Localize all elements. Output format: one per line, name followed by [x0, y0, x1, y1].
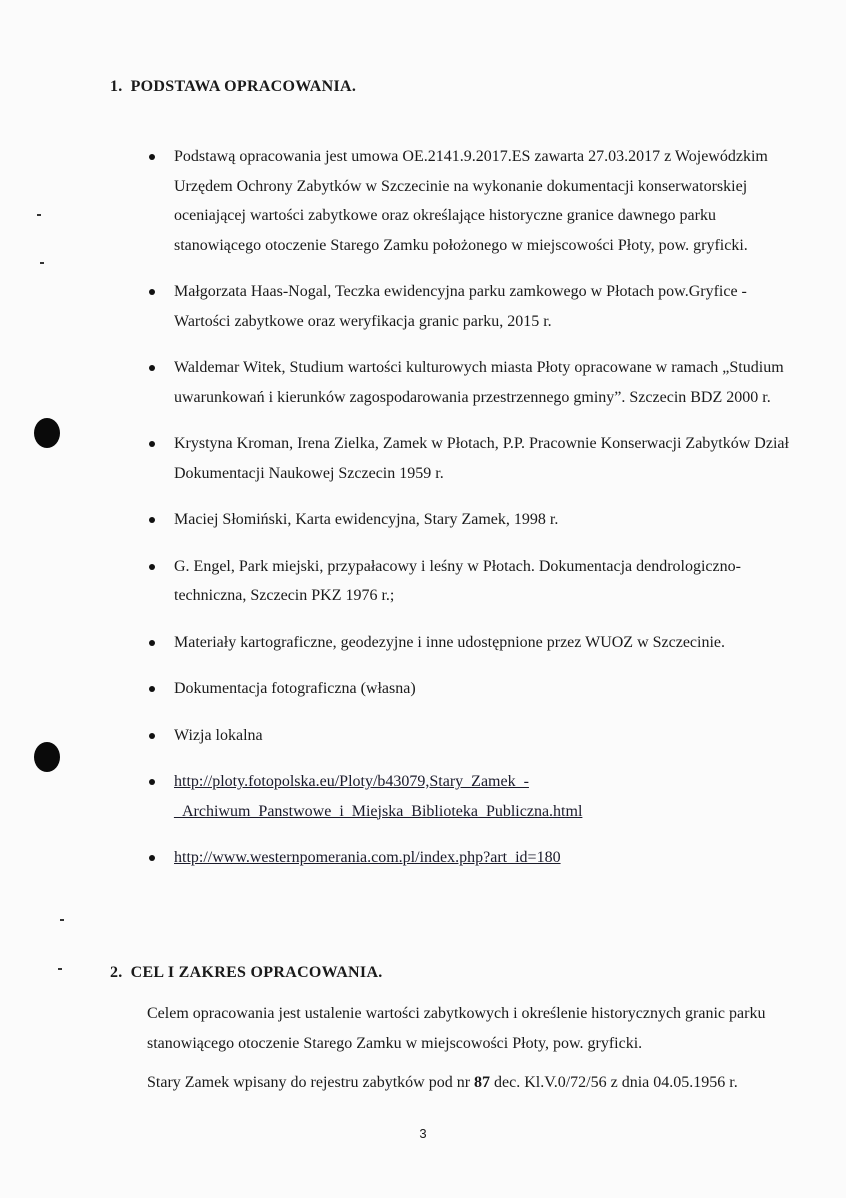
- list-item-text: Waldemar Witek, Studium wartości kulturowych miasta Płoty opracowane w ramach „Studium uwarunkowań i kierunków zagospodarowania przestrzennego gminy”. Szczecin BDZ 2000 r.: [174, 359, 784, 406]
- section-1-title: PODSTAWA OPRACOWANIA.: [130, 78, 357, 95]
- section-2-paragraph-2: [147, 1068, 807, 1098]
- punch-hole-bottom: [34, 742, 60, 772]
- scan-speck: [60, 919, 64, 921]
- page-number: 3: [419, 1126, 427, 1141]
- paragraph-text: Stary Zamek wpisany do rejestru zabytków pod nr: [147, 1074, 475, 1091]
- list-item: [147, 674, 807, 704]
- list-item-text: Podstawą opracowania jest umowa OE.2141.9.2017.ES zawarta 27.03.2017 z Wojewódzkim Urzędem Ochrony Zabytków w Szczecinie na wykonanie dokumentacji konserwatorskiej oceniającej wartości zabytkowe oraz określające historyczne granice dawnego parku stanowiącego otoczenie Starego Zamku położonego w miejscowości Płoty, pow. gryficki.: [174, 148, 768, 254]
- list-item: [147, 277, 807, 336]
- scan-speck: [40, 262, 44, 264]
- section-2-paragraph-1: Celem opracowania jest ustalenie wartości zabytkowych i określenie historycznych granic parku stanowiącego otoczenie Starego Zamku w miejscowości Płoty, pow. gryficki.: [147, 1005, 766, 1052]
- list-item: [147, 552, 807, 611]
- list-item: [147, 628, 807, 658]
- westernpomerania-link[interactable]: [174, 849, 561, 866]
- bullet-icon: [149, 855, 155, 861]
- list-item: [147, 505, 807, 535]
- bullet-icon: [149, 517, 155, 523]
- list-item-text: Małgorzata Haas-Nogal, Teczka ewidencyjna parku zamkowego w Płotach pow.Gryfice - Wartości zabytkowe oraz weryfikacja granic parku, 2015 r.: [174, 283, 747, 330]
- bullet-icon: [149, 640, 155, 646]
- section-1-heading: [110, 78, 356, 96]
- scan-speck: [58, 968, 62, 970]
- list-item: [147, 142, 807, 260]
- section-2-title: CEL I ZAKRES OPRACOWANIA.: [130, 964, 383, 981]
- register-number: 87: [474, 1074, 491, 1091]
- list-item: [147, 721, 807, 751]
- list-item-text: Materiały kartograficzne, geodezyjne i inne udostępnione przez WUOZ w Szczecinie.: [174, 633, 726, 651]
- bullet-icon: [149, 564, 155, 570]
- bullet-icon: [149, 289, 155, 295]
- section-2-heading: [110, 964, 383, 982]
- bullet-icon: [149, 686, 155, 692]
- section-2-number: 2.: [110, 964, 123, 981]
- list-item-text: Maciej Słomiński, Karta ewidencyjna, Stary Zamek, 1998 r.: [174, 511, 559, 528]
- bullet-icon: [149, 154, 155, 160]
- punch-hole-top: [34, 418, 60, 448]
- bullet-icon: [149, 365, 155, 371]
- fotopolska-link[interactable]: [174, 767, 807, 826]
- bullet-icon: [149, 733, 155, 739]
- list-item-text: G. Engel, Park miejski, przypałacowy i leśny w Płotach. Dokumentacja dendrologiczno-techniczna, Szczecin PKZ 1976 r.;: [174, 557, 741, 604]
- list-item: [147, 353, 807, 412]
- link-text: http://www.westernpomerania.com.pl/index.php?art_id=180: [174, 849, 561, 866]
- bullet-icon: [149, 779, 155, 785]
- paragraph-text: dec. Kl.V.0/72/56 z dnia 04.05.1956 r.: [490, 1074, 738, 1091]
- bullet-icon: [149, 441, 155, 447]
- list-item: [147, 429, 807, 488]
- list-item-text: Krystyna Kroman, Irena Zielka, Zamek w Płotach, P.P. Pracownie Konserwacji Zabytków Dział Dokumentacji Naukowej Szczecin 1959 r.: [174, 435, 789, 482]
- link-line-2: _Archiwum_Panstwowe_i_Miejska_Biblioteka_Publiczna.html: [174, 802, 583, 820]
- list-item-text: Dokumentacja fotograficzna (własna): [174, 680, 416, 697]
- list-item-text: Wizja lokalna: [174, 726, 263, 744]
- scan-speck: [37, 214, 41, 216]
- link-line-1: http://ploty.fotopolska.eu/Ploty/b43079,Stary_Zamek_-: [174, 773, 529, 790]
- section-1-number: 1.: [110, 78, 123, 95]
- list-item-link: [147, 843, 807, 873]
- list-item-link: [147, 767, 807, 826]
- sources-list: [147, 142, 807, 890]
